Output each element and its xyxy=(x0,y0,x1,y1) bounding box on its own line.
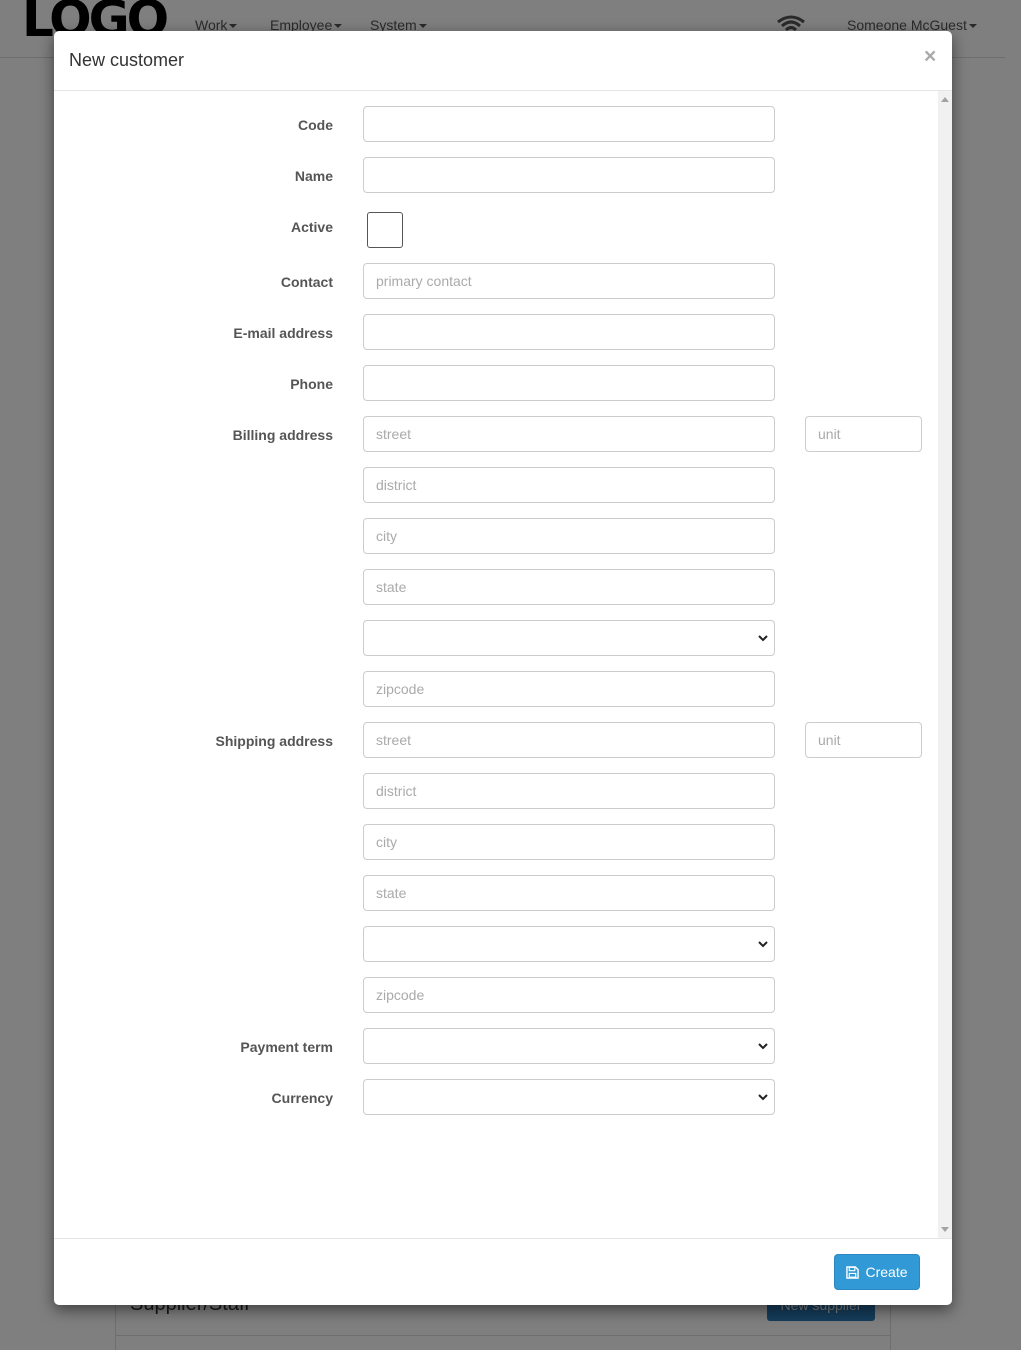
phone-label: Phone xyxy=(290,376,333,392)
phone-input[interactable] xyxy=(363,365,775,401)
modal-header xyxy=(54,31,952,91)
billing-address-label: Billing address xyxy=(232,427,333,443)
shipping-state-input[interactable] xyxy=(363,875,775,911)
create-button-label: Create xyxy=(865,1264,908,1280)
currency-label: Currency xyxy=(271,1090,333,1106)
chevron-down-icon xyxy=(758,635,768,642)
currency-select[interactable] xyxy=(363,1079,775,1115)
modal-scrollbar[interactable] xyxy=(938,91,952,1238)
billing-street-input[interactable] xyxy=(363,416,775,452)
modal-title: New customer xyxy=(69,50,185,70)
shipping-address-label: Shipping address xyxy=(215,733,333,749)
new-customer-modal xyxy=(54,31,952,1305)
shipping-zipcode-input[interactable] xyxy=(363,977,775,1013)
shipping-district-input[interactable] xyxy=(363,773,775,809)
active-label: Active xyxy=(290,219,333,235)
chevron-down-icon xyxy=(758,1094,768,1101)
payment-term-label: Payment term xyxy=(240,1039,333,1055)
code-label: Code xyxy=(298,117,333,133)
shipping-city-input[interactable] xyxy=(363,824,775,860)
shipping-unit-input[interactable] xyxy=(805,722,922,758)
shipping-country-select[interactable] xyxy=(363,926,775,962)
close-icon[interactable]: × xyxy=(924,45,937,68)
scroll-down-arrow-icon[interactable] xyxy=(941,1227,949,1232)
billing-state-input[interactable] xyxy=(363,569,775,605)
contact-input[interactable] xyxy=(363,263,775,299)
billing-district-input[interactable] xyxy=(363,467,775,503)
shipping-street-input[interactable] xyxy=(363,722,775,758)
create-button[interactable] xyxy=(834,1254,920,1290)
name-input[interactable] xyxy=(363,157,775,193)
active-checkbox[interactable] xyxy=(367,212,403,248)
modal-body xyxy=(54,91,938,1238)
email-label: E-mail address xyxy=(233,325,333,341)
billing-country-select[interactable] xyxy=(363,620,775,656)
code-input[interactable] xyxy=(363,106,775,142)
email-input[interactable] xyxy=(363,314,775,350)
chevron-down-icon xyxy=(758,941,768,948)
name-label: Name xyxy=(294,168,333,184)
modal-footer xyxy=(54,1238,952,1305)
billing-zipcode-input[interactable] xyxy=(363,671,775,707)
floppy-disk-icon xyxy=(846,1266,859,1279)
billing-city-input[interactable] xyxy=(363,518,775,554)
chevron-down-icon xyxy=(758,1043,768,1050)
payment-term-select[interactable] xyxy=(363,1028,775,1064)
scroll-up-arrow-icon[interactable] xyxy=(941,97,949,102)
billing-unit-input[interactable] xyxy=(805,416,922,452)
contact-label: Contact xyxy=(280,274,333,290)
